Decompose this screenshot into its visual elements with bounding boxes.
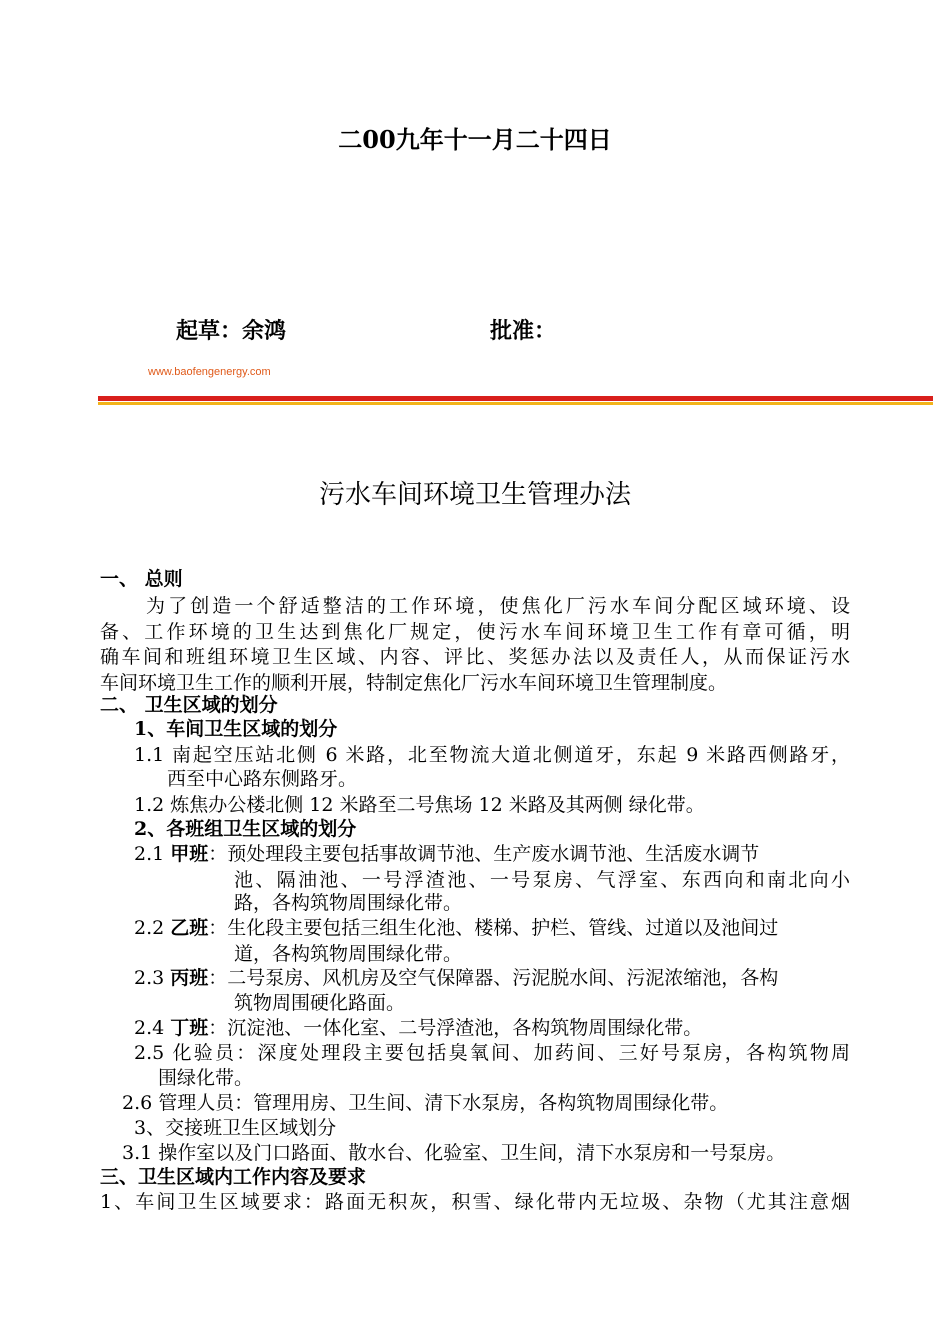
team-name: 乙班 xyxy=(170,917,209,939)
list-item: 1.1 南起空压站北侧 6 米路，北至物流大道北侧道牙，东起 9 米路西侧路牙， xyxy=(134,744,850,766)
list-item-continuation: 池、隔油池、一号浮渣池、一号泵房、气浮室、东西向和南北向小 xyxy=(234,869,850,891)
item-text: ：二号泵房、风机房及空气保障器、污泥脱水间、污泥浓缩池，各构 xyxy=(208,967,779,989)
list-item-continuation: 筑物周围硬化路面。 xyxy=(234,992,406,1014)
section-heading: 一、 总则 xyxy=(100,568,183,590)
list-item: 1.2 炼焦办公楼北侧 12 米路至二号焦场 12 米路及其两侧 绿化带。 xyxy=(134,794,705,816)
paragraph-line: 车间环境卫生工作的顺利开展，特制定焦化厂污水车间环境卫生管理制度。 xyxy=(100,672,728,694)
list-item xyxy=(134,1015,702,1041)
header-divider-yellow xyxy=(98,402,933,405)
list-item-continuation: 西至中心路东侧路牙。 xyxy=(167,768,358,790)
company-website: www.baofengenergy.com xyxy=(148,366,271,378)
header-divider-red xyxy=(98,396,933,401)
paragraph-line: 为了创造一个舒适整洁的工作环境，使焦化厂污水车间分配区域环境、设 xyxy=(146,595,850,617)
subsection-heading: 1、车间卫生区域的划分 xyxy=(134,718,338,740)
list-item xyxy=(134,841,759,867)
section-heading: 三、卫生区域内工作内容及要求 xyxy=(100,1166,367,1188)
list-item xyxy=(134,915,778,941)
paragraph-line: 确车间和班组环境卫生区域、内容、评比、奖惩办法以及责任人，从而保证污水 xyxy=(100,646,850,668)
item-text: ：预处理段主要包括事故调节池、生产废水调节池、生活废水调节 xyxy=(208,843,760,865)
item-text: ：生化段主要包括三组生化池、楼梯、护栏、管线、过道以及池间过 xyxy=(208,917,779,939)
paragraph-line: 备、工作环境的卫生达到焦化厂规定，使污水车间环境卫生工作有章可循，明 xyxy=(100,621,850,643)
list-item-continuation: 路，各构筑物周围绿化带。 xyxy=(234,892,463,914)
section-heading: 二、 卫生区域的划分 xyxy=(100,694,278,716)
team-name: 丙班 xyxy=(170,967,209,989)
approver-label: 批准： xyxy=(490,318,557,344)
paragraph-line: 1、车间卫生区域要求：路面无积灰，积雪、绿化带内无垃圾、杂物（尤其注意烟 xyxy=(100,1191,850,1213)
item-number: 2.3 xyxy=(134,967,165,989)
subsection-heading: 2、各班组卫生区域的划分 xyxy=(134,818,357,840)
team-name: 甲班 xyxy=(170,843,209,865)
item-number: 2.1 xyxy=(134,843,165,865)
item-text: ：沉淀池、一体化室、二号浮渣池，各构筑物周围绿化带。 xyxy=(208,1017,703,1039)
item-number: 2.2 xyxy=(134,917,165,939)
list-item: 2.5 化验员：深度处理段主要包括臭氧间、加药间、三好号泵房，各构筑物周 xyxy=(134,1042,850,1064)
team-name: 丁班 xyxy=(170,1017,209,1039)
list-item-continuation: 围绿化带。 xyxy=(158,1067,254,1089)
drafter-label: 起草：余鸿 xyxy=(176,318,287,344)
list-item: 2.6 管理人员：管理用房、卫生间、清下水泵房，各构筑物周围绿化带。 xyxy=(122,1092,729,1114)
list-item-continuation: 道，各构筑物周围绿化带。 xyxy=(234,943,463,965)
list-item: 3.1 操作室以及门口路面、散水台、化验室、卫生间，清下水泵房和一号泵房。 xyxy=(122,1142,786,1164)
list-item xyxy=(134,965,778,991)
cover-date: 二00九年十一月二十四日 xyxy=(338,125,612,154)
subsection-heading: 3、交接班卫生区域划分 xyxy=(134,1117,337,1139)
document-title: 污水车间环境卫生管理办法 xyxy=(318,480,631,510)
item-number: 2.4 xyxy=(134,1017,165,1039)
